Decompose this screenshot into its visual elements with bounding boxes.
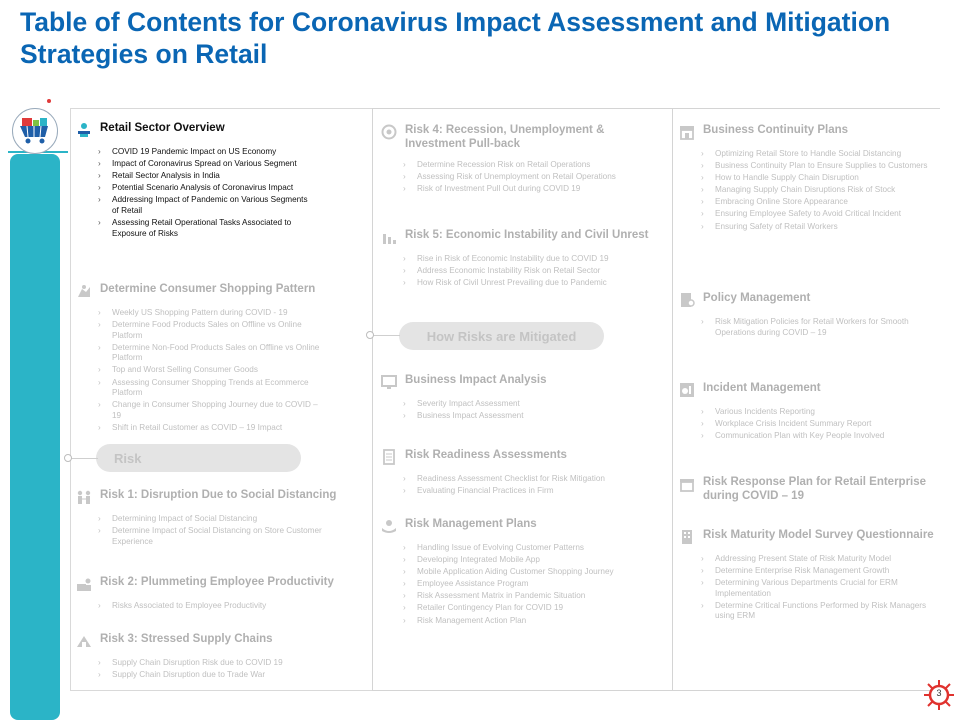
list-item: › Rise in Risk of Economic Instability due to COVID 19 [403,254,666,265]
section-risk-5[interactable] [381,228,666,290]
section-items [98,658,356,681]
list-item: › Business Impact Assessment [403,411,661,422]
section-risk-1[interactable] [76,488,356,549]
list-item: › Ensuring Employee Safety to Avoid Critical Incident [701,209,941,220]
list-item: › Various Incidents Reporting [701,407,941,418]
section-risk-management-plans[interactable] [381,517,666,628]
declining-chart-icon [381,229,397,245]
section-risk-3[interactable] [76,632,356,682]
list-item: › Address Economic Instability Risk on Retail Sector [403,266,666,277]
section-title: Risk Maturity Model Survey Questionnaire [703,529,934,541]
section-title: Determine Consumer Shopping Pattern [100,283,316,295]
section-business-impact-analysis[interactable] [381,373,661,423]
list-item: › Assessing Consumer Shopping Trends at Ecommerce Platform [98,378,326,399]
recession-icon [381,124,397,140]
list-item: › Change in Consumer Shopping Journey due to COVID – 19 [98,400,326,421]
hands-plan-icon [381,518,397,534]
checklist-icon [381,449,397,465]
section-risk-maturity-model[interactable] [679,528,941,624]
section-title: Risk Management Plans [405,518,537,530]
list-item: › Readiness Assessment Checklist for Risk Mitigation [403,474,661,485]
section-items [98,308,326,434]
mitigated-pill[interactable]: How Risks are Mitigated [399,322,604,350]
section-title: Incident Management [703,382,821,394]
section-title: Business Impact Analysis [405,374,547,386]
list-item: › Developing Integrated Mobile App [403,555,666,566]
list-item: › Retail Sector Analysis in India [98,171,316,182]
section-title: Risk 5: Economic Instability and Civil Unrest [405,229,649,241]
section-items [403,474,661,497]
list-item: › Assessing Retail Operational Tasks Associated to Exposure of Risks [98,218,316,239]
section-consumer-shopping-pattern[interactable] [76,282,326,435]
section-items [701,554,941,622]
supply-chain-icon [76,633,92,649]
list-item: › Top and Worst Selling Consumer Goods [98,365,326,376]
person-desk-icon [76,122,92,138]
section-retail-sector-overview[interactable] [76,121,316,241]
logo-accent-dot [47,99,51,103]
list-item: › Mobile Application Aiding Customer Shopping Journey [403,567,666,578]
section-items [701,407,941,442]
list-item: › Addressing Present State of Risk Maturity Model [701,554,941,565]
list-item: › COVID 19 Pandemic Impact on US Economy [98,147,316,158]
section-risk-2[interactable] [76,575,356,613]
section-title: Business Continuity Plans [703,124,849,136]
section-items [701,149,941,232]
section-items [403,399,661,422]
list-item: › Risk of Investment Pull Out during COVID 19 [403,184,661,195]
list-item: › Determining Various Departments Crucial for ERM Implementation [701,578,941,599]
building-survey-icon [679,529,695,545]
list-item: › Risk Mitigation Policies for Retail Workers for Smooth Operations during COVID – 19 [701,317,941,338]
section-items [701,317,941,338]
list-item: › Weekly US Shopping Pattern during COVID - 19 [98,308,326,319]
section-title: Risk 1: Disruption Due to Social Distancing [100,489,337,501]
list-item: › Supply Chain Disruption due to Trade War [98,670,356,681]
section-items [403,543,666,626]
policy-document-icon [679,292,695,308]
section-title: Policy Management [703,292,811,304]
list-item: › Supply Chain Disruption Risk due to COVID 19 [98,658,356,669]
shopping-hand-icon [76,283,92,299]
section-title: Risk 3: Stressed Supply Chains [100,633,273,645]
list-item: › Risk Management Action Plan [403,616,666,627]
list-item: › Managing Supply Chain Disruptions Risk of Stock [701,185,941,196]
people-distance-icon [76,489,92,505]
risk-connector-dot [64,454,72,462]
list-item: › Employee Assistance Program [403,579,666,590]
mitigated-connector-dot [366,331,374,339]
section-title: Risk Response Plan for Retail Enterprise during COVID – 19 [703,476,927,502]
list-item: › Business Continuity Plan to Ensure Supplies to Customers [701,161,941,172]
section-items [98,601,356,612]
monitor-analysis-icon [381,374,397,390]
list-item: › Determine Impact of Social Distancing on Store Customer Experience [98,526,356,547]
section-title: Retail Sector Overview [100,122,225,134]
section-business-continuity[interactable] [679,123,941,234]
employee-productivity-icon [76,576,92,592]
list-item: › Optimizing Retail Store to Handle Social Distancing [701,149,941,160]
list-item: › Potential Scenario Analysis of Coronavirus Impact [98,183,316,194]
list-item: › Severity Impact Assessment [403,399,661,410]
shop-response-icon [679,476,695,492]
list-item: › How to Handle Supply Chain Disruption [701,173,941,184]
section-incident-management[interactable] [679,381,941,443]
list-item: › Risk Assessment Matrix in Pandemic Situation [403,591,666,602]
side-accent-bar [10,154,60,720]
list-item: › Determine Recession Risk on Retail Operations [403,160,661,171]
page-title: Table of Contents for Coronavirus Impact Assessment and Mitigation Strategies on Retail [20,7,891,69]
mitigated-connector [370,335,400,336]
section-policy-management[interactable] [679,291,941,340]
list-item: › How Risk of Civil Unrest Prevailing due to Pandemic [403,278,666,289]
list-item: › Handling Issue of Evolving Customer Patterns [403,543,666,554]
section-items [98,514,356,547]
list-item: › Embracing Online Store Appearance [701,197,941,208]
retail-cart-logo-icon [12,108,58,154]
list-item: › Determine Food Products Sales on Offline vs Online Platform [98,320,326,341]
list-item: › Determine Enterprise Risk Management Growth [701,566,941,577]
list-item: › Evaluating Financial Practices in Firm [403,486,661,497]
section-title: Risk 2: Plummeting Employee Productivity [100,576,334,588]
list-item: › Risks Associated to Employee Productivity [98,601,356,612]
section-risk-4[interactable] [381,123,661,196]
incident-chart-icon [679,382,695,398]
section-title: Risk Readiness Assessments [405,449,567,461]
list-item: › Determining Impact of Social Distancing [98,514,356,525]
risk-pill[interactable]: Risk [96,444,301,472]
list-item: › Assessing Risk of Unemployment on Retail Operations [403,172,661,183]
list-item: › Addressing Impact of Pandemic on Various Segments of Retail [98,195,316,216]
section-items [403,160,661,195]
section-title: Risk 4: Recession, Unemployment & Investment Pull-back [405,124,605,150]
list-item: › Ensuring Safety of Retail Workers [701,222,941,233]
list-item: › Shift in Retail Customer as COVID – 19 Impact [98,423,326,434]
list-item: › Workplace Crisis Incident Summary Report [701,419,941,430]
list-item: › Communication Plan with Key People Involved [701,431,941,442]
section-risk-response-plan[interactable] [679,475,941,503]
risk-connector [68,458,98,459]
section-items [403,254,666,289]
page-number: 3 [936,688,942,698]
section-items [98,147,316,239]
storefront-icon [679,124,695,140]
list-item: › Determine Critical Functions Performed by Risk Managers using ERM [701,601,941,622]
list-item: › Impact of Coronavirus Spread on Various Segment [98,159,316,170]
list-item: › Determine Non-Food Products Sales on Offline vs Online Platform [98,343,326,364]
list-item: › Retailer Contingency Plan for COVID 19 [403,603,666,614]
section-risk-readiness[interactable] [381,448,661,498]
